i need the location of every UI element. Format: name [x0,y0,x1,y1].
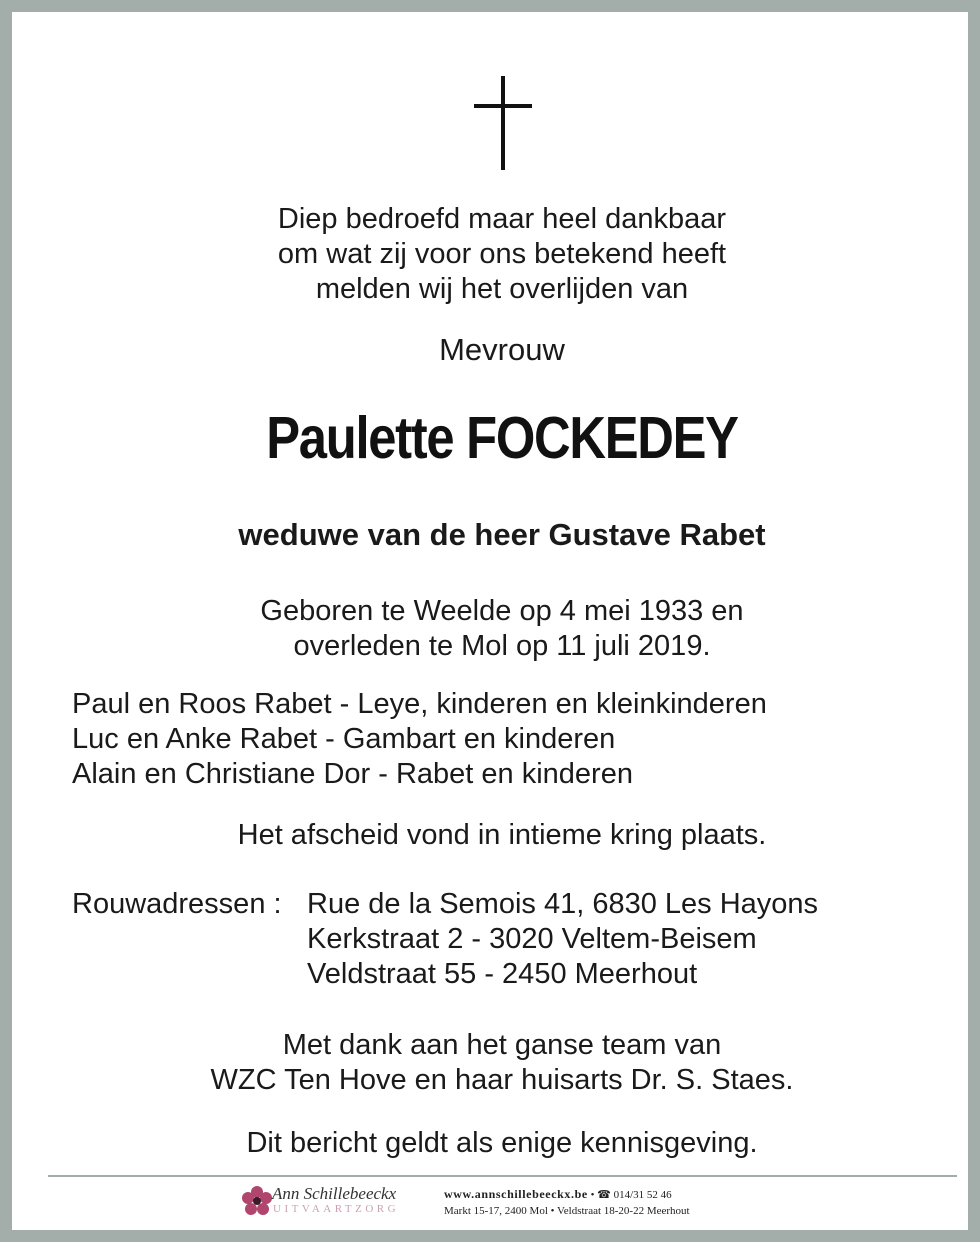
address-row [72,887,818,922]
address-line: Rue de la Semois 41, 6830 Les Hayons [307,888,819,920]
family-line: Alain en Christiane Dor - Rabet en kinderen [72,758,633,790]
address-line: Veldstraat 55 - 2450 Meerhout [307,958,698,990]
flower-logo-icon [240,1184,274,1218]
footer-address: Markt 15-17, 2400 Mol • Veldstraat 18-20-22 Meerhout [444,1205,690,1217]
thanks-line: Met dank aan het ganse team van [282,1029,722,1061]
address-line: Kerkstraat 2 - 3020 Veltem-Beisem [307,923,757,955]
widow-of: weduwe van de heer Gustave Rabet [238,517,766,552]
born-line: Geboren te Weelde op 4 mei 1933 en [260,595,744,627]
brand-subtitle: UITVAARTZORG [273,1203,400,1215]
family-list [72,687,767,792]
born-line: overleden te Mol op 11 juli 2019. [293,630,711,662]
closing-text: Dit bericht geldt als enige kennisgeving. [246,1127,758,1159]
intro-line: om wat zij voor ons betekend heeft [277,238,727,270]
addresses-label: Rouwadressen : [72,888,282,920]
farewell-text: Het afscheid vond in intieme kring plaats. [237,819,767,851]
thanks-text [12,1028,980,1098]
intro-text [12,202,980,307]
intro-line: melden wij het overlijden van [315,273,689,305]
family-line: Paul en Roos Rabet - Leye, kinderen en kleinkinderen [72,688,767,720]
thanks-line: WZC Ten Hove en haar huisarts Dr. S. Staes. [210,1064,794,1096]
mourning-addresses [72,887,818,992]
contact-info [444,1186,690,1219]
intro-line: Diep bedroefd maar heel dankbaar [277,203,727,235]
family-line: Luc en Anke Rabet - Gambart en kinderen [72,723,616,755]
birth-death-info [12,594,980,664]
phone-number: • ☎ 014/31 52 46 [590,1189,672,1201]
footer-divider [48,1175,957,1177]
title-prefix: Mevrouw [439,332,565,367]
website-link[interactable]: www.annschillebeeckx.be [444,1187,588,1201]
brand-name: Ann Schillebeeckx [272,1184,397,1203]
deceased-name: Paulette FOCKEDEY [266,405,738,471]
cross-icon [474,76,532,170]
